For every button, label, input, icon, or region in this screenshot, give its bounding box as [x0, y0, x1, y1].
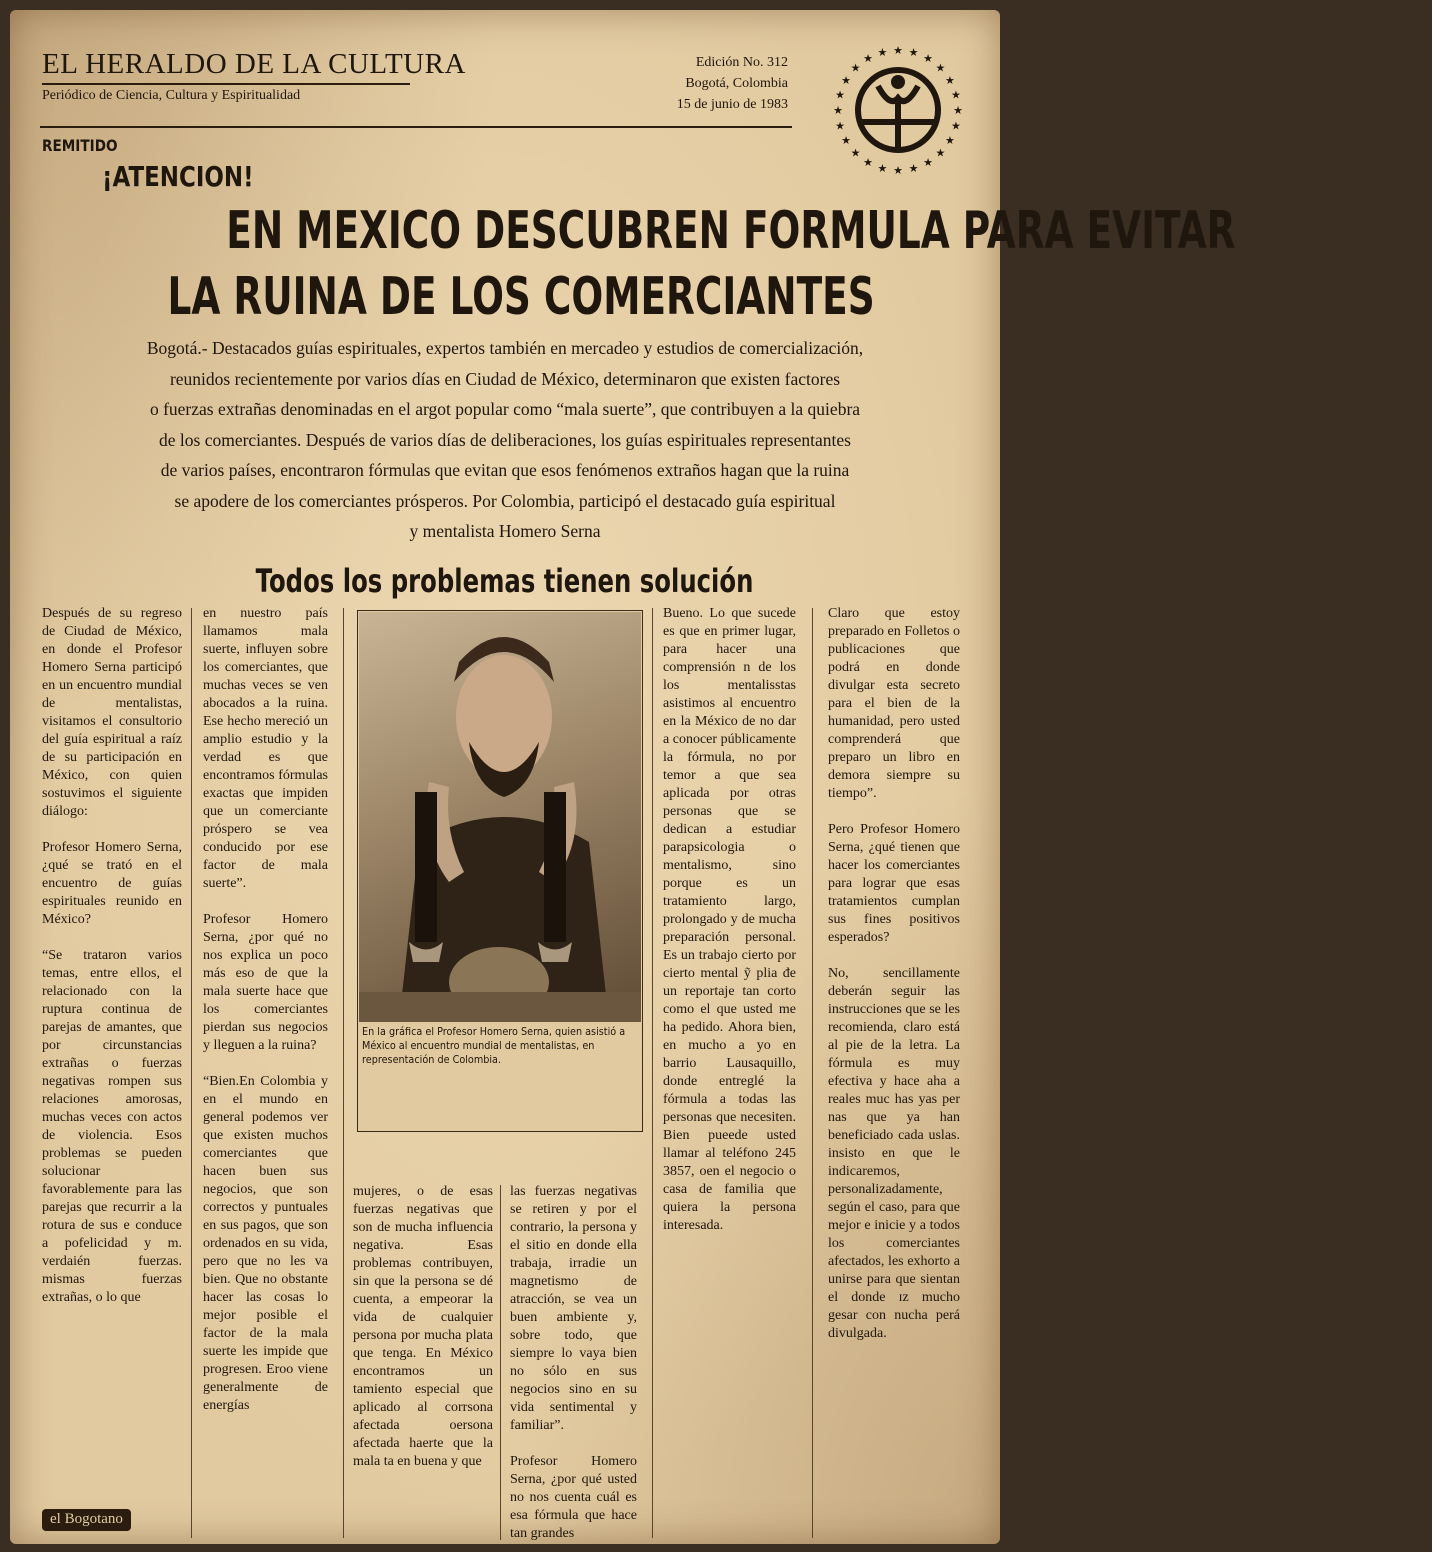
- column-rule: [191, 608, 192, 1538]
- star-icon: ★: [945, 74, 955, 87]
- headline-line-1: EN MEXICO DESCUBREN FORMULA PARA EVITAR: [226, 201, 1236, 261]
- edition-place: Bogotá, Colombia: [685, 76, 788, 91]
- edition-info: [570, 52, 788, 115]
- star-icon: ★: [908, 161, 919, 175]
- subheadline-text: Todos los problemas tienen solución: [256, 562, 754, 600]
- footer-badge: el Bogotano: [42, 1509, 131, 1531]
- paragraph: Profesor Homero Serna, ¿por qué no nos explica un poco más eso de que la mala suerte hace que los comerciantes pierdan sus negocios y lleguen a la ruina?: [203, 912, 328, 1053]
- star-icon: ★: [893, 44, 903, 57]
- column-rule: [812, 608, 813, 1538]
- paragraph: “Bien.En Colombia y en el mundo en general podemos ver que existen muchos comerciantes que hacen buen sus negocios, que son correctos y puntuales en sus pagos, que son ordenados en su vida, pero que no les va bien. Que no obstante hacer las cosas lo mejor posible el factor de la mala suerte les impide que progresen. Eroo viene generalmente de energías: [203, 1074, 328, 1413]
- star-icon: ★: [833, 104, 843, 117]
- star-icon: ★: [951, 119, 961, 133]
- paragraph: Después de su regreso de Ciudad de México, en donde el Profesor Homero Serna participó en un encuentro mundial de mentalistas, visitamos el consultorio del guía espiritual a raíz de su participación en México, con quien sostuvimos el siguiente diálogo:: [42, 606, 182, 819]
- column-5: [663, 605, 796, 1535]
- lead-line: o fuerzas extrañas denominadas en el argot popular como “mala suerte”, que contribuyen a la quiebra: [149, 399, 861, 419]
- paragraph: mujeres, o de esas fuerzas negativas que son de mucha influencia negativa. Esas problemas contribuyen, sin que la persona se dé cuenta, a empeorar la vida de cualquier persona por mucha plata que tenga. En México encontramos un tamiento especial que aplicado al corrsona afectada oersona afectada haerte que la mala ta en buena y que: [353, 1184, 493, 1469]
- kicker-label: REMITIDO: [42, 136, 118, 155]
- lead-line: se apodere de los comerciantes prósperos. Por Colombia, participó el destacado guía espiritual: [174, 490, 836, 511]
- stars-ring-emblem-icon: [830, 42, 966, 178]
- star-icon: ★: [850, 61, 861, 75]
- pre-headline: ¡ATENCION!: [102, 160, 254, 193]
- star-icon: ★: [841, 134, 851, 147]
- column-6: [828, 605, 960, 1535]
- photo-caption: En la gráfica el Profesor Homero Serna, quien asistió a México al encuentro mundial de mentalistas, en representación de Colombia.: [362, 1026, 626, 1066]
- lead-line: reunidos recientemente por varios días en Ciudad de México, determinaron que existen factores: [169, 368, 841, 389]
- lead-paragraph: [50, 333, 960, 547]
- star-icon: ★: [841, 74, 851, 87]
- lead-line: Bogotá.- Destacados guías espirituales, expertos también en mercadeo y estudios de comercialización,: [146, 338, 864, 358]
- headline: [30, 198, 1236, 330]
- star-icon: ★: [923, 155, 933, 169]
- photo-box: [357, 610, 643, 1132]
- column-rule: [343, 608, 344, 1538]
- lead-line: de los comerciantes. Después de varios días de deliberaciones, los guías espirituales representantes: [159, 429, 851, 450]
- column-2: [203, 605, 328, 1535]
- column-1: [42, 605, 182, 1505]
- column-3: [353, 1183, 493, 1538]
- column-rule: [652, 608, 653, 1538]
- paragraph: Profesor Homero Serna, ¿por qué usted no nos cuenta cuál es esa fórmula que hace tan grandes: [510, 1454, 637, 1541]
- headline-line-2: LA RUINA DE LOS COMERCIANTES: [167, 267, 875, 327]
- star-icon: ★: [863, 52, 873, 66]
- paragraph: Profesor Homero Serna, ¿qué se trató en el encuentro de guías espirituales reunido en México?: [42, 840, 182, 927]
- star-icon: ★: [850, 146, 861, 160]
- star-icon: ★: [951, 88, 961, 102]
- paragraph: “Se trataron varios temas, entre ellos, el relacionado con la ruptura continua de parejas de amantes, que por circunstancias extrañas o fuerzas negativas rompen sus relaciones amorosas, muchas veces con actos de violencia. Esos problemas se pueden solucionar favorablemente para las parejas que recurrir a la rotura de sus e conduce a pofelicidad y m. verdaién fuerzas. mismas fuerzas extrañas, o lo que: [42, 948, 182, 1305]
- star-icon: ★: [877, 161, 888, 175]
- star-icon: ★: [953, 104, 963, 117]
- paragraph: en nuestro país llamamos mala suerte, influyen sobre los comerciantes, que muchas veces se ven abocados a la ruina. Ese hecho mereció un amplio estudio y la verdad es que encontramos fórmulas exactas que impiden que un comerciante próspero se vea conducido por ese factor de mala suerte”.: [203, 606, 328, 891]
- paragraph: las fuerzas negativas se retiren y por el contrario, la persona y el sitio en donde ella trabaja, irradie un magnetismo de atracción, se vea un buen ambiente y, sobre todo, que siempre lo vaya bien no sólo en sus negocios sino en su vida sentimental y familiar”.: [510, 1184, 637, 1433]
- masthead-subtitle: Periódico de Ciencia, Cultura y Espiritualidad: [42, 88, 301, 103]
- star-icon: ★: [935, 61, 946, 75]
- edition-date: 15 de junio de 1983: [676, 97, 788, 112]
- lead-line: de varios países, encontraron fórmulas que evitan que esos fenómenos extraños hagan que la ruina: [160, 460, 850, 480]
- star-icon: ★: [945, 134, 955, 147]
- star-icon: ★: [935, 146, 946, 160]
- star-icon: ★: [863, 155, 873, 169]
- column-4: [510, 1183, 637, 1541]
- lead-line: y mentalista Homero Serna: [409, 521, 601, 541]
- newspaper-page: [10, 10, 1236, 1544]
- edition-number: Edición No. 312: [695, 55, 788, 70]
- masthead-rule: [40, 126, 792, 128]
- portrait-with-candles-photo: [359, 612, 641, 1022]
- star-icon: ★: [835, 88, 845, 102]
- paragraph: Claro que estoy preparado en Folletos o publicaciones que podrá en donde divulgar esta secreto para el bien de la humanidad, pero usted comprenderá que preparo un libro en demora siempre su tiempo”.: [828, 606, 960, 801]
- subheadline: [30, 562, 980, 600]
- paragraph: No, sencillamente deberán seguir las instrucciones que se les recomienda, claro está al pie de la letra. La fórmula es muy efectiva y hace aha a reales muc has yas per nas que ya han beneficiado cada uslas. insisto en que le indicaremos, personalizadamente, según el caso, para que mejor e inicie y a todos los comerciantes afectados, les exhorto a unirse para que sientan el donde ɪᴢ mucho gesar con nucha perá divulgada.: [828, 966, 960, 1341]
- star-icon: ★: [835, 119, 845, 133]
- paragraph: Pero Profesor Homero Serna, ¿qué tienen que hacer los comerciantes para lograr que esas tratamientos cumplan sus fines positivos esperados?: [828, 822, 960, 945]
- column-rule: [500, 1185, 501, 1540]
- star-icon: ★: [908, 46, 919, 60]
- star-icon: ★: [877, 46, 888, 60]
- star-icon: ★: [893, 164, 903, 177]
- star-icon: ★: [923, 52, 933, 66]
- paragraph: Bueno. Lo que sucede es que en primer lugar, para hacer una comprensión n de los los mentalisstas asistimos al encuentro en la México de no dar a conocer públicamente la fórmula, no por temor a que sea aplicada por otras personas que se dedican a estudiar parapsicologia o mentalismo, sino porque es un tratamiento largo, prolongado y de mucha preparación personal. Es un trabajo cierto por cierto mental ỹ plia đe un reportaje tan corto como el que usted me ha pedido. Ahora bien, en mucho a yo en barrio Lausaquillo, donde entreglé la fórmula a todas las personas que necesiten. Bien pueede usted llamar al teléfono 245 3857, oen el negocio o casa de familia que quiera la persona interesada.: [663, 606, 796, 1233]
- masthead-title: EL HERALDO DE LA CULTURA: [42, 48, 410, 85]
